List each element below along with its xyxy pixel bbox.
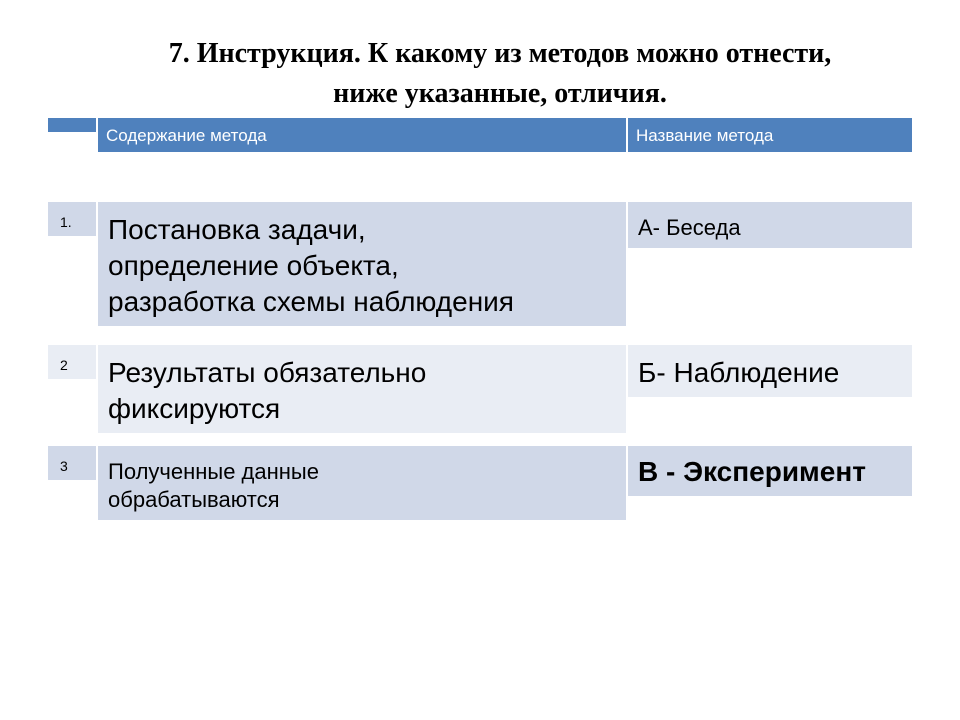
slide-title <box>0 34 960 114</box>
content-line: фиксируются <box>108 393 281 424</box>
content-line: Результаты обязательно <box>108 357 427 388</box>
table-header-row <box>48 118 912 200</box>
row-number: 1. <box>48 202 96 236</box>
methods-table <box>48 118 912 608</box>
row-number: 3 <box>48 446 96 480</box>
content-line: Постановка задачи, <box>108 214 366 245</box>
table-row <box>48 200 912 343</box>
row-content <box>96 446 626 520</box>
header-cell-number <box>48 118 96 132</box>
table-row <box>48 343 912 444</box>
row-content <box>96 202 626 326</box>
row-method: А- Беседа <box>626 202 912 248</box>
content-line: разработка схемы наблюдения <box>108 286 514 317</box>
table-row <box>48 444 912 608</box>
header-cell-method-name: Название метода <box>626 118 912 152</box>
title-line-2: ниже указанные, отличия. <box>333 78 667 109</box>
content-line: обрабатываются <box>108 487 280 512</box>
header-cell-content: Содержание метода <box>96 118 626 152</box>
row-method: В - Эксперимент <box>626 446 912 496</box>
content-line: определение объекта, <box>108 250 399 281</box>
row-content <box>96 345 626 433</box>
content-line: Полученные данные <box>108 459 319 484</box>
row-number: 2 <box>48 345 96 379</box>
title-line-1: 7. Инструкция. К какому из методов можно отнести, <box>168 38 832 69</box>
row-method: Б- Наблюдение <box>626 345 912 397</box>
